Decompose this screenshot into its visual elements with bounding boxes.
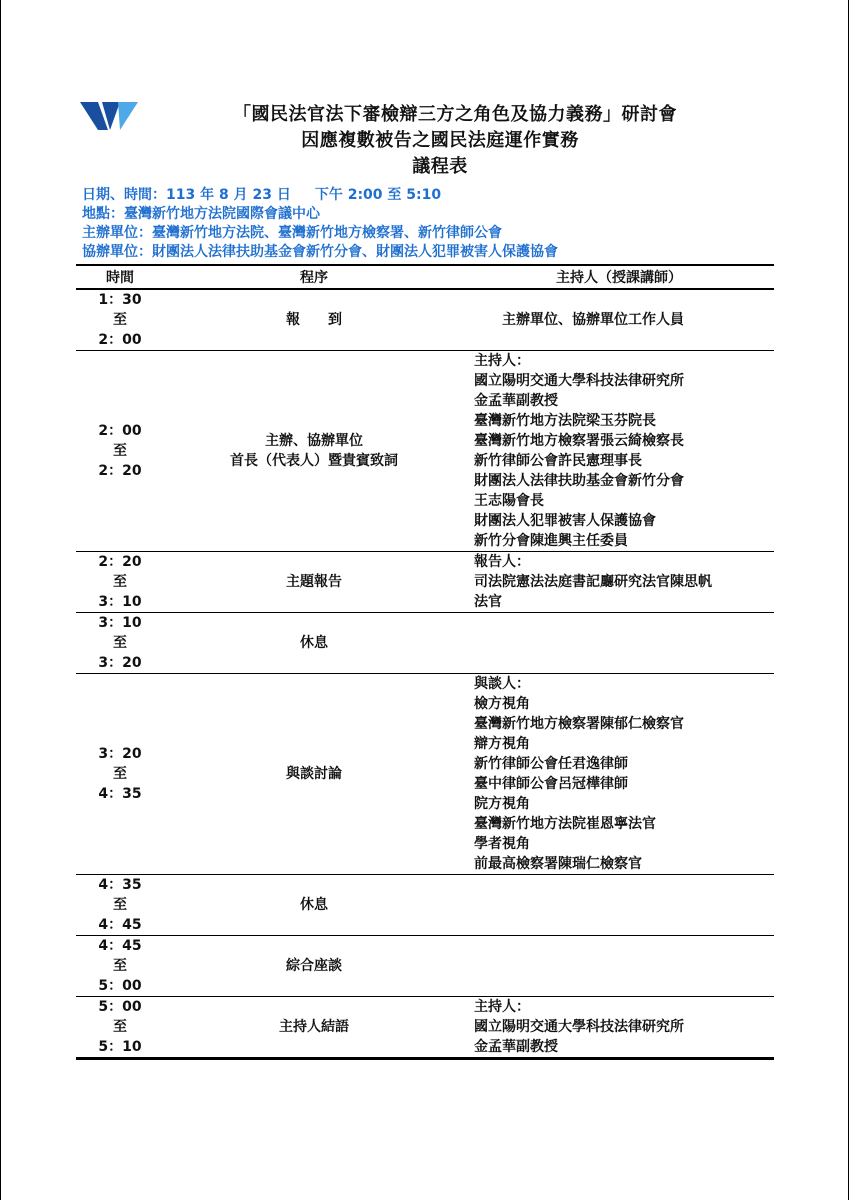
table-row — [76, 875, 774, 936]
end-time: 4：35 — [98, 786, 142, 802]
host-text: 報告人： — [474, 554, 530, 570]
table-row — [76, 552, 774, 613]
host-text: 新竹律師公會任君逸律師 — [474, 756, 628, 772]
time-cell — [76, 351, 164, 552]
host-cell — [464, 351, 774, 552]
agenda-heading: 議程表 — [412, 156, 468, 177]
host-text: 新竹分會陳進興主任委員 — [474, 533, 628, 549]
host-text: 主持人： — [474, 353, 530, 369]
program-text: 綜合座談 — [286, 958, 342, 974]
time-cell — [76, 613, 164, 674]
time-cell — [76, 552, 164, 613]
page-border-right — [848, 0, 849, 1200]
time-label: 下午 2:00 至 5:10 — [314, 187, 442, 203]
table-row — [76, 351, 774, 552]
start-time: 5：00 — [98, 999, 142, 1015]
time-cell — [76, 289, 164, 351]
host-text: 主辦單位、協辦單位工作人員 — [502, 312, 684, 328]
host-text: 財團法人犯罪被害人保護協會 — [474, 513, 656, 529]
program-cell — [164, 351, 464, 552]
start-time: 2：00 — [98, 423, 142, 439]
time-cell — [76, 997, 164, 1059]
agenda-header-row — [76, 265, 774, 289]
host-text: 財團法人法律扶助基金會新竹分會 — [474, 473, 684, 489]
time-to: 至 — [113, 443, 127, 459]
host-text: 臺灣新竹地方法院崔恩寧法官 — [474, 816, 656, 832]
location-line: 地點：臺灣新竹地方法院國際會議中心 — [82, 206, 320, 222]
program-cell — [164, 875, 464, 936]
program-text: 報 到 — [286, 312, 342, 328]
date-label: 日期、時間：113 年 8 月 23 日 — [82, 187, 291, 203]
start-time: 3：10 — [98, 615, 142, 631]
time-cell — [76, 936, 164, 997]
time-to: 至 — [113, 897, 127, 913]
program-text: 首長（代表人）暨貴賓致詞 — [230, 453, 398, 469]
host-text: 國立陽明交通大學科技法律研究所 — [474, 1019, 684, 1035]
end-time: 2：00 — [98, 332, 142, 348]
start-time: 3：20 — [98, 746, 142, 762]
program-text: 主題報告 — [286, 574, 342, 590]
host-text: 辯方視角 — [474, 736, 530, 752]
time-to: 至 — [113, 1019, 127, 1035]
time-cell — [76, 674, 164, 875]
host-text: 臺灣新竹地方檢察署陳郁仁檢察官 — [474, 716, 684, 732]
program-text: 休息 — [300, 897, 328, 913]
host-text: 臺中律師公會呂冠樺律師 — [474, 776, 628, 792]
host-text: 司法院憲法法庭書記廳研究法官陳思帆 — [474, 574, 712, 590]
host-cell — [464, 613, 774, 674]
host-text: 檢方視角 — [474, 696, 530, 712]
end-time: 2：20 — [98, 463, 142, 479]
program-cell — [164, 997, 464, 1059]
host-text: 法官 — [474, 594, 502, 610]
time-to: 至 — [113, 635, 127, 651]
organizers-line: 主辦單位：臺灣新竹地方法院、臺灣新竹地方檢察署、新竹律師公會 — [82, 225, 502, 241]
event-info — [82, 186, 558, 262]
table-row — [76, 613, 774, 674]
start-time: 2：20 — [98, 554, 142, 570]
end-time: 4：45 — [98, 917, 142, 933]
program-text: 主辦、協辦單位 — [265, 433, 363, 449]
time-to: 至 — [113, 312, 127, 328]
table-row — [76, 674, 774, 875]
host-cell — [464, 875, 774, 936]
document-titles — [0, 102, 850, 180]
program-text: 休息 — [300, 635, 328, 651]
start-time: 4：35 — [98, 877, 142, 893]
program-cell — [164, 936, 464, 997]
host-text: 王志陽會長 — [474, 493, 544, 509]
host-text: 學者視角 — [474, 836, 530, 852]
host-text: 前最高檢察署陳瑞仁檢察官 — [474, 856, 642, 872]
end-time: 5：00 — [98, 978, 142, 994]
time-to: 至 — [113, 766, 127, 782]
table-row — [76, 936, 774, 997]
date-time-line — [82, 186, 558, 205]
header-host: 主持人（授課講師） — [464, 265, 774, 289]
program-text: 與談討論 — [286, 766, 342, 782]
time-to: 至 — [113, 574, 127, 590]
host-text: 新竹律師公會許民憲理事長 — [474, 453, 642, 469]
host-cell — [464, 552, 774, 613]
host-text: 主持人： — [474, 999, 530, 1015]
end-time: 3：20 — [98, 655, 142, 671]
page-border-left — [0, 0, 1, 1200]
event-subtitle: 因應複數被告之國民法庭運作實務 — [301, 130, 579, 151]
program-cell — [164, 674, 464, 875]
table-row — [76, 997, 774, 1059]
time-to: 至 — [113, 958, 127, 974]
program-cell — [164, 552, 464, 613]
co-organizers-line: 協辦單位：財團法人法律扶助基金會新竹分會、財團法人犯罪被害人保護協會 — [82, 244, 558, 260]
host-text: 與談人： — [474, 676, 530, 692]
host-cell — [464, 936, 774, 997]
header-time: 時間 — [76, 265, 164, 289]
host-text: 金孟華副教授 — [474, 1039, 558, 1055]
host-text: 臺灣新竹地方檢察署張云綺檢察長 — [474, 433, 684, 449]
end-time: 5：10 — [98, 1039, 142, 1055]
host-cell — [464, 674, 774, 875]
program-text: 主持人結語 — [279, 1019, 349, 1035]
program-cell — [164, 613, 464, 674]
header-program: 程序 — [164, 265, 464, 289]
host-cell — [464, 997, 774, 1059]
host-text: 臺灣新竹地方法院梁玉芬院長 — [474, 413, 656, 429]
event-title: 「國民法官法下審檢辯三方之角色及協力義務」研討會 — [233, 104, 677, 125]
host-text: 金孟華副教授 — [474, 393, 558, 409]
host-text: 院方視角 — [474, 796, 530, 812]
agenda-table — [76, 264, 774, 1060]
start-time: 4：45 — [98, 938, 142, 954]
end-time: 3：10 — [98, 594, 142, 610]
time-cell — [76, 875, 164, 936]
program-cell — [164, 289, 464, 351]
host-text: 國立陽明交通大學科技法律研究所 — [474, 373, 684, 389]
table-row — [76, 289, 774, 351]
host-cell — [464, 289, 774, 351]
start-time: 1：30 — [98, 292, 142, 308]
